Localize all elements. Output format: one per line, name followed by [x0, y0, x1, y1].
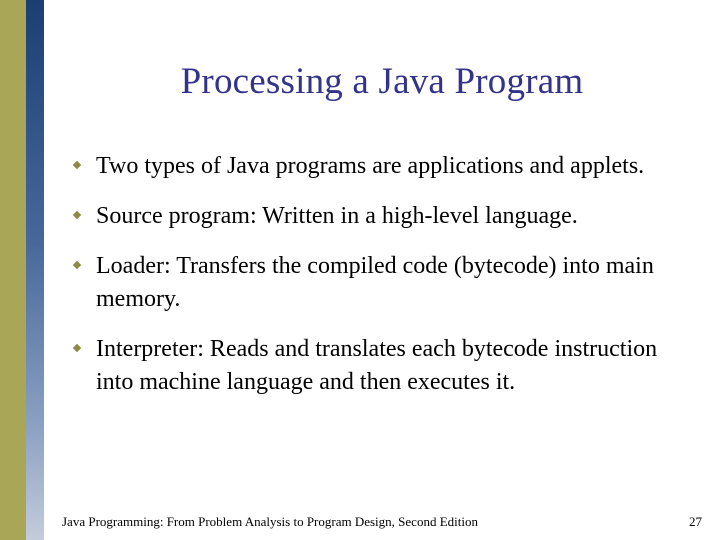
page-number: 27 — [689, 514, 702, 529]
bullet-list — [72, 150, 682, 399]
bullet-text: Interpreter: Reads and translates each bytecode instruction into machine language and then executes it. — [96, 336, 658, 395]
bullet-item — [72, 250, 682, 316]
bullet-item — [72, 150, 682, 183]
bullet-item — [72, 333, 682, 399]
left-decorative-band — [0, 0, 26, 540]
bullet-text: Source program: Written in a high-level language. — [96, 203, 578, 229]
bullet-text: Loader: Transfers the compiled code (bytecode) into main memory. — [96, 253, 654, 312]
bullet-text: Two types of Java programs are applications and applets. — [96, 153, 645, 179]
bullet-item — [72, 200, 682, 233]
footer-citation: Java Programming: From Problem Analysis to Program Design, Second Edition — [62, 514, 478, 529]
left-gradient-band — [26, 0, 44, 540]
slide-title: Processing a Java Program — [180, 61, 584, 102]
